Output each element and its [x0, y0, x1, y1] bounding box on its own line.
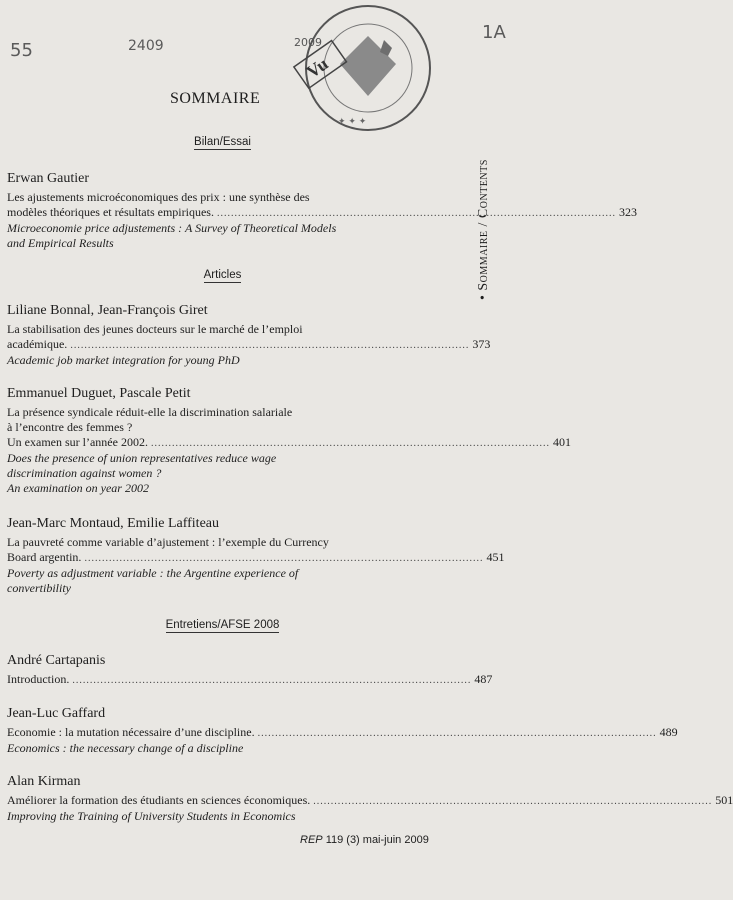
toc-entry-kirman: Alan Kirman Améliorer la formation des étudiants en sciences économiques. .................................................................................................................. 501 Improving the Training of University Students in Economics — [7, 774, 733, 823]
handwritten-note-left: 55 — [10, 40, 33, 61]
stamp-vu-label: Vu — [302, 53, 332, 83]
section-heading-bilan: Bilan/Essai — [194, 136, 251, 148]
page-number: 489 — [659, 725, 678, 739]
library-stamp-icon — [296, 0, 436, 140]
page-title: SOMMAIRE — [170, 90, 261, 107]
page-number: 401 — [552, 435, 571, 449]
side-label: • Sommaire / Contents — [476, 159, 491, 300]
toc-entry-bonnal-giret: Liliane Bonnal, Jean-François Giret La stabilisation des jeunes docteurs sur le marché de l’emploi académique. .................................................................................................................. 373 Academic job market integration for young PhD — [7, 303, 491, 367]
handwritten-note-middle: 2409 — [128, 38, 164, 54]
page-number: 501 — [715, 793, 733, 807]
stamp-date-label: 2009 — [294, 36, 322, 49]
section-heading-articles: Articles — [203, 269, 242, 281]
section-heading-entretiens: Entretiens/AFSE 2008 — [165, 619, 280, 631]
toc-entry-duguet-petit: Emmanuel Duguet, Pascale Petit La présence syndicale réduit-elle la discrimination salariale à l’encontre des femmes ? Un examen sur l’année 2002. .................................................................................................................. 401 Does the presence of union representatives reduce wage discrimination against women ? An examination on year 2002 — [7, 386, 571, 495]
page-number: 323 — [618, 205, 637, 219]
toc-entry-gautier: Erwan Gautier Les ajustements microéconomiques des prix : une synthèse des modèles théoriques et résultats empiriques. .................................................................................................................. 323 Microeconomie price adjustements : A Survey of Theoretical Models and Empirical Results — [7, 171, 637, 250]
page-number: 451 — [486, 550, 505, 564]
handwritten-note-right: 1A — [482, 22, 506, 43]
toc-entry-cartapanis: André Cartapanis Introduction. .................................................................................................................. 487 — [7, 653, 493, 686]
page-number: 487 — [474, 672, 493, 686]
page-footer: REP 119 (3) mai-juin 2009 — [300, 834, 429, 846]
svg-text:✦ ✦ ✦: ✦ ✦ ✦ — [338, 117, 367, 127]
page-number: 373 — [472, 337, 491, 351]
toc-entry-gaffard: Jean-Luc Gaffard Economie : la mutation nécessaire d’une discipline. .................................................................................................................. 489 Economics : the necessary change of a discipline — [7, 706, 678, 755]
toc-entry-montaud-laffiteau: Jean-Marc Montaud, Emilie Laffiteau La pauvreté comme variable d’ajustement : l’exemple du Currency Board argentin. .................................................................................................................. 451 Poverty as adjustment variable : the Argentine experience of convertibility — [7, 516, 505, 595]
